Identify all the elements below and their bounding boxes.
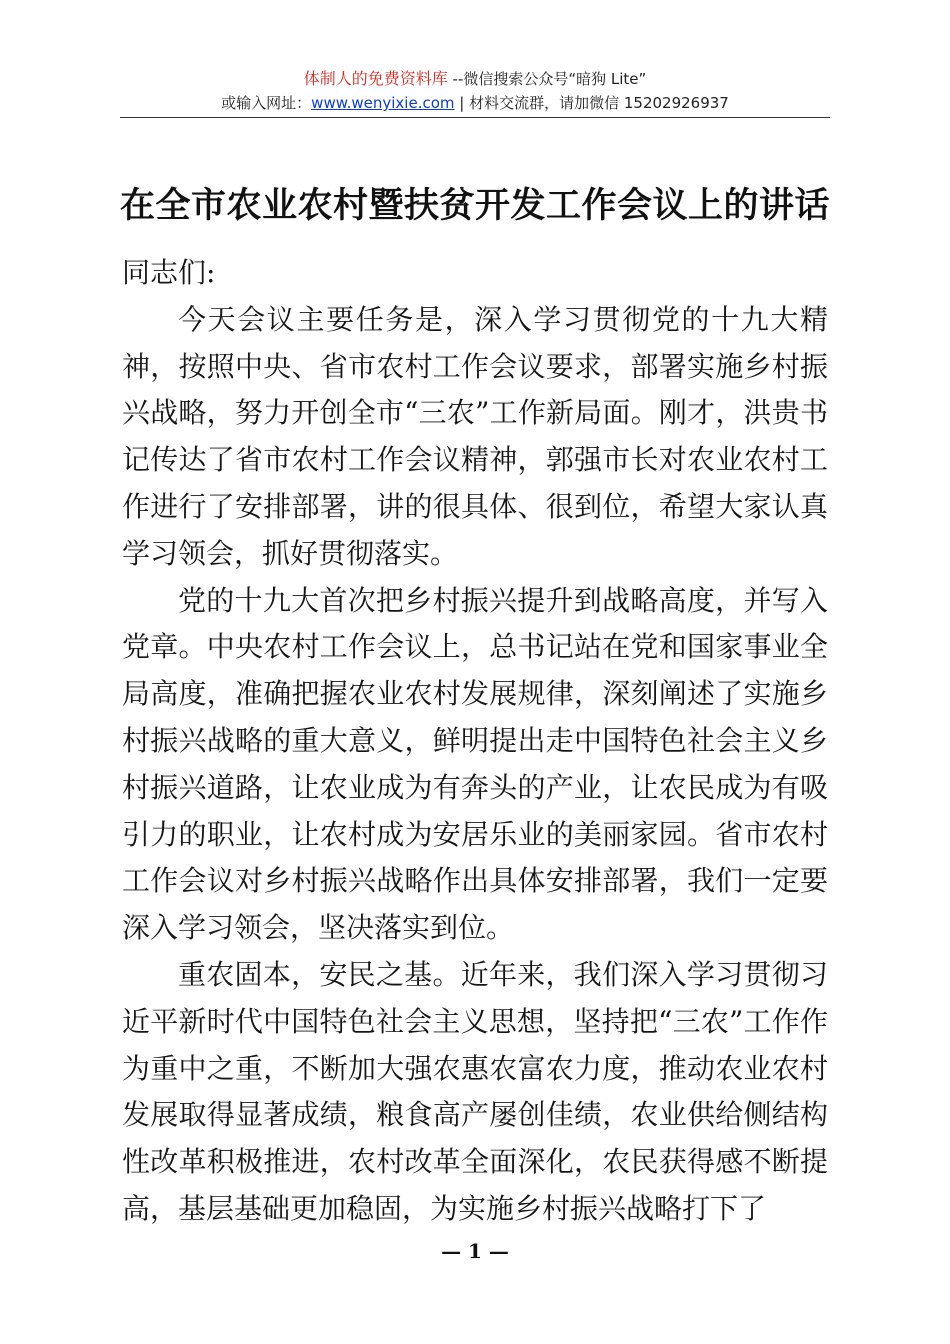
salutation: 同志们: xyxy=(122,256,216,289)
header-tagline: --微信搜索公众号“暗狗 Lite” xyxy=(447,70,647,88)
page-header xyxy=(120,68,830,114)
header-url-prefix: 或输入网址： xyxy=(221,94,312,112)
body-paragraph: 重农固本，安民之基。近年来，我们深入学习贯彻习近平新时代中国特色社会主义思想，坚持把“三农”工作作为重中之重，不断加大强农惠农富农力度，推动农业农村发展取得显著成绩，粮食高产屡创佳绩，农业供给侧结构性改革积极推进，农村改革全面深化，农民获得感不断提高，基层基础更加稳固，为实施乡村振兴战略打下了 xyxy=(122,957,828,1225)
document-title: 在全市农业农村暨扶贫开发工作会议上的讲话 xyxy=(120,185,831,226)
page-number: — 1 — xyxy=(441,1239,509,1263)
document-body xyxy=(122,250,828,1233)
header-line-1 xyxy=(120,68,830,90)
body-paragraph: 今天会议主要任务是，深入学习贯彻党的十九大精神，按照中央、省市农村工作会议要求，部署实施乡村振兴战略，努力开创全市“三农”工作新局面。刚才，洪贵书记传达了省市农村工作会议精神，郭强市长对农业农村工作进行了安排部署，讲的很具体、很到位，希望大家认真学习领会，抓好贯彻落实。 xyxy=(122,302,828,570)
header-contact: | 材料交流群，请加微信 15202926937 xyxy=(454,94,729,112)
header-brand: 体制人的免费资料库 xyxy=(303,69,448,88)
body-paragraph: 党的十九大首次把乡村振兴提升到战略高度，并写入党章。中央农村工作会议上，总书记站在党和国家事业全局高度，准确把握农业农村发展规律，深刻阐述了实施乡村振兴战略的重大意义，鲜明提出走中国特色社会主义乡村振兴道路，让农业成为有奔头的产业，让农民成为有吸引力的职业，让农村成为安居乐业的美丽家园。省市农村工作会议对乡村振兴战略作出具体安排部署，我们一定要深入学习领会，坚决落实到位。 xyxy=(122,583,828,945)
header-url-link[interactable]: www.wenyixie.com xyxy=(311,94,455,112)
header-line-2 xyxy=(120,92,830,114)
header-divider xyxy=(120,117,830,118)
